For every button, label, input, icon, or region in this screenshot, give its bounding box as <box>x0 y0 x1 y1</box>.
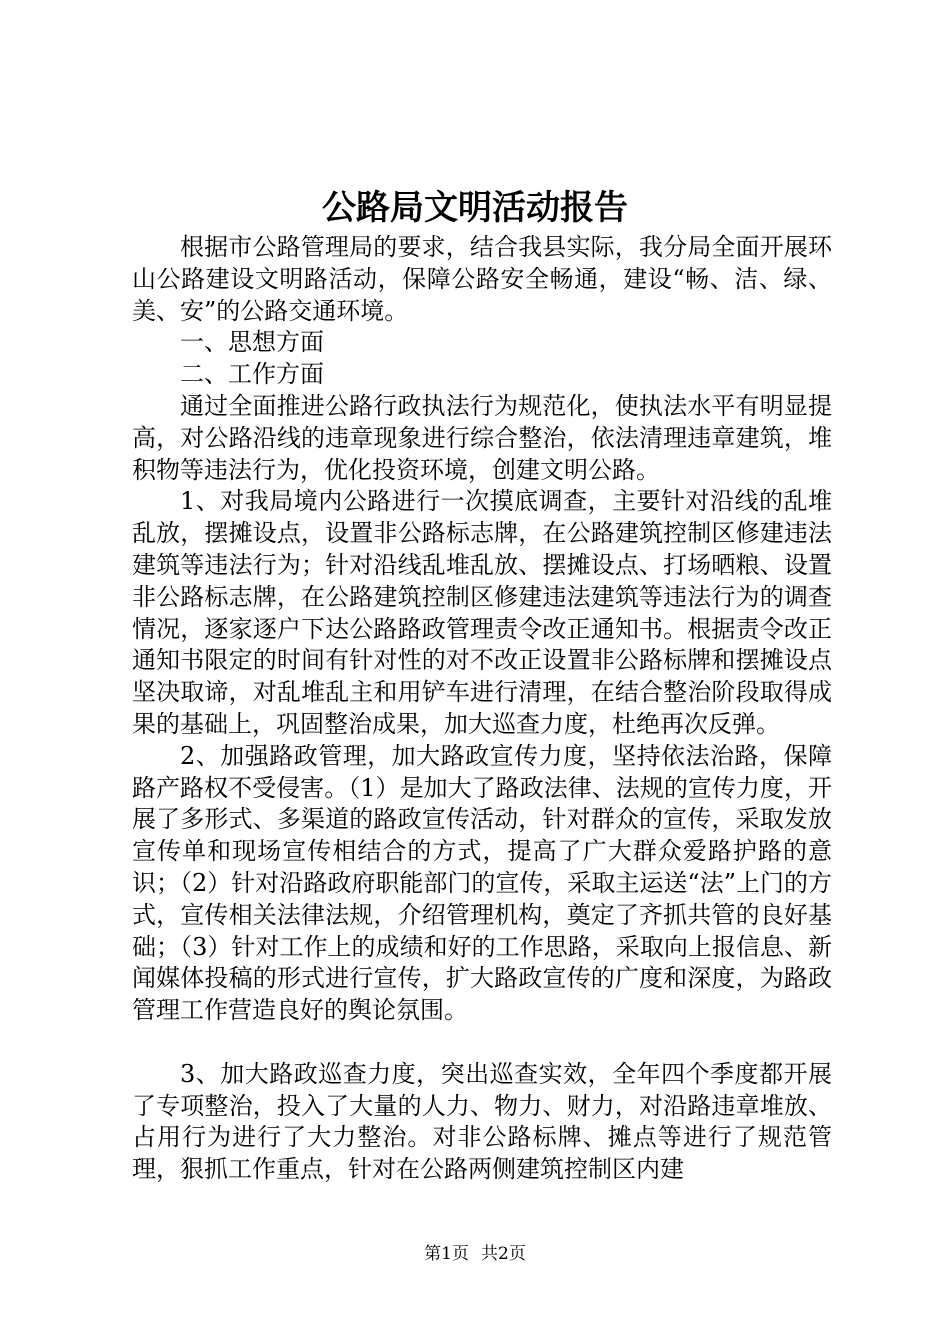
document-title: 公路局文明活动报告 <box>322 188 628 228</box>
section-heading-work: 二、工作方面 <box>180 360 324 389</box>
document-body <box>132 232 832 1186</box>
item-3-paragraph: 3、加大路政巡查力度，突出巡查实效，全年四个季度都开展了专项整治，投入了大量的人力、物力、财力，对沿路违章堆放、占用行为进行了大力整治。对非公路标牌、摊点等进行了规范管理，狠抓工作重点，针对在公路两侧建筑控制区内建 <box>132 1059 832 1184</box>
item-2-paragraph: 2、加强路政管理，加大路政宣传力度，坚持依法治路，保障路产路权不受侵害。（1）是加大了路政法律、法规的宣传力度，开展了多形式、多渠道的路政宣传活动，针对群众的宣传，采取发放宣传单和现场宣传相结合的方式，提高了广大群众爱路护路的意识；（2）针对沿路政府职能部门的宣传，采取主运送“法”上门的方式，宣传相关法律法规，介绍管理机构，奠定了齐抓共管的良好基础；（3）针对工作上的成绩和好的工作思路，采取向上报信息、新闻媒体投稿的形式进行宣传，扩大路政宣传的广度和深度，为路政管理工作营造良好的舆论氛围。 <box>132 741 832 1025</box>
work-overview-paragraph: 通过全面推进公路行政执法行为规范化，使执法水平有明显提高，对公路沿线的违章现象进行综合整治，依法清理违章建筑，堆积物等违法行为，优化投资环境，创建文明公路。 <box>132 391 832 484</box>
intro-paragraph: 根据市公路管理局的要求，结合我县实际，我分局全面开展环山公路建设文明路活动，保障公路安全畅通，建设“畅、洁、绿、美、安”的公路交通环境。 <box>132 233 832 325</box>
page-number: 第1页 <box>424 1244 469 1264</box>
section-heading-thought: 一、思想方面 <box>180 328 324 357</box>
item-1-paragraph: 1、对我局境内公路进行一次摸底调查，主要针对沿线的乱堆乱放，摆摊设点，设置非公路标志牌，在公路建筑控制区修建违法建筑等违法行为；针对沿线乱堆乱放、摆摊设点、打场晒粮、设置非公路标志牌，在公路建筑控制区修建违法建筑等违法行为的调查情况，逐家逐户下达公路路政管理责令改正通知书。根据责令改正通知书限定的时间有针对性的对不改正设置非公路标牌和摆摊设点坚决取谛，对乱堆乱主和用铲车进行清理，在结合整治阶段取得成果的基础上，巩固整治成果，加大巡查力度，杜绝再次反弹。 <box>132 487 832 738</box>
paragraph-spacer <box>132 1027 832 1059</box>
page-total: 共2页 <box>481 1244 526 1264</box>
page-footer <box>0 1242 950 1266</box>
